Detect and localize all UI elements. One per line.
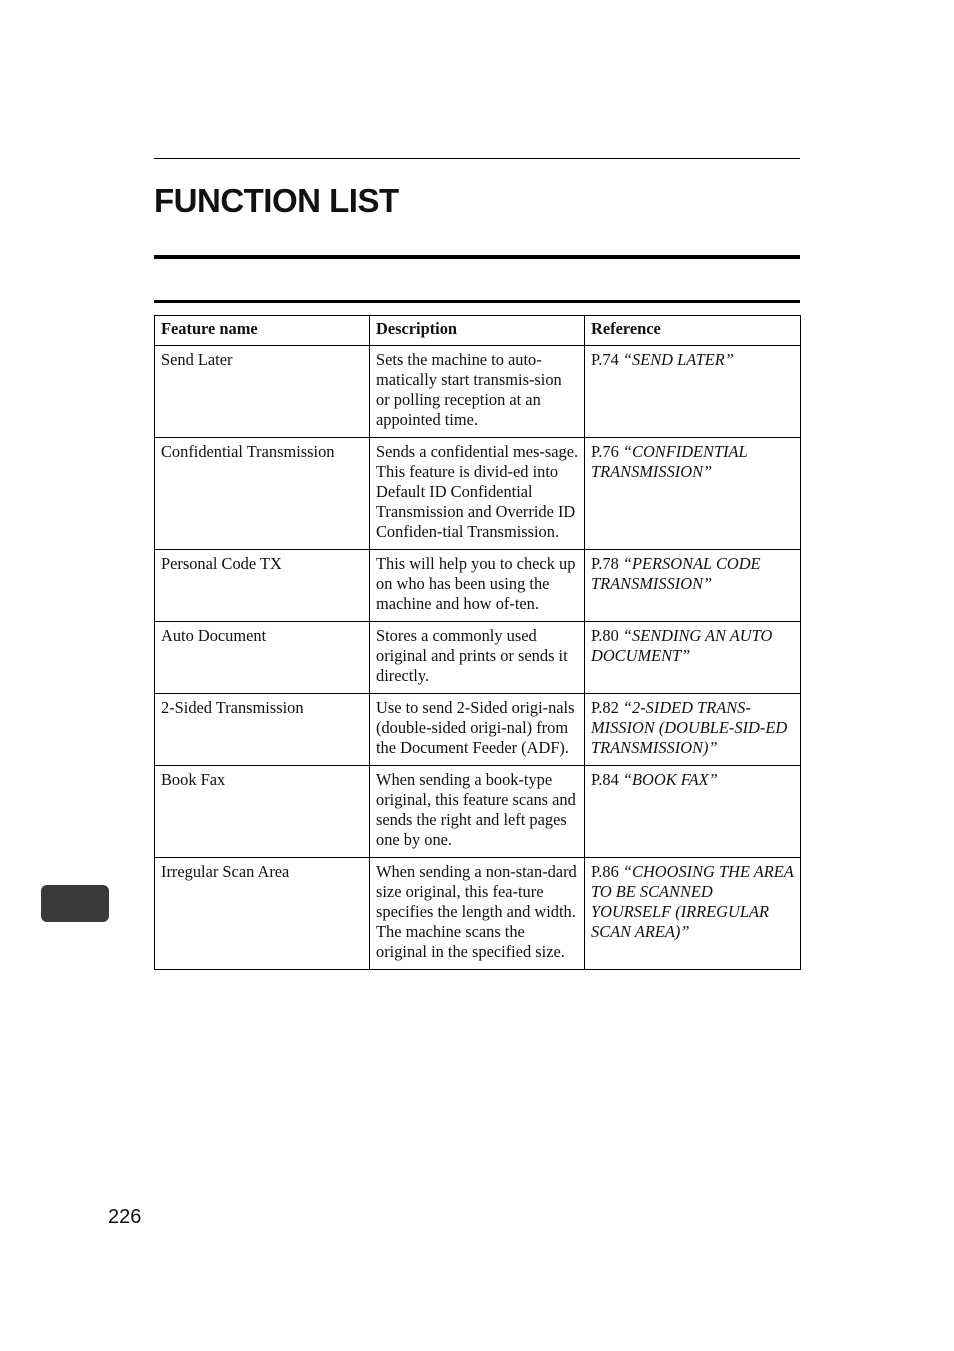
table-row (155, 858, 801, 970)
reference-title: “SEND LATER” (622, 350, 734, 369)
thick-rule-upper (154, 255, 800, 259)
reference-page[interactable]: P.84 (591, 770, 619, 789)
reference-cell (585, 550, 801, 622)
table-row (155, 346, 801, 438)
table-row (155, 550, 801, 622)
feature-name-cell: Auto Document (155, 622, 370, 694)
reference-cell (585, 622, 801, 694)
description-cell: Stores a commonly used original and prints or sends it directly. (370, 622, 585, 694)
reference-title: “BOOK FAX” (622, 770, 718, 789)
description-cell: Sets the machine to auto-matically start transmis-sion or polling reception at an appointed time. (370, 346, 585, 438)
reference-page[interactable]: P.78 (591, 554, 619, 573)
reference-page[interactable]: P.74 (591, 350, 619, 369)
top-rule (154, 158, 800, 159)
table-header-row (155, 316, 801, 346)
chapter-side-tab (41, 885, 109, 922)
reference-title: “CHOOSING THE AREA TO BE SCANNED YOURSELF (IRREGULAR SCAN AREA)” (591, 862, 794, 941)
reference-cell (585, 346, 801, 438)
reference-page[interactable]: P.86 (591, 862, 619, 881)
feature-name-cell: Personal Code TX (155, 550, 370, 622)
function-table (154, 315, 801, 970)
description-cell: When sending a non-stan-dard size original, this fea-ture specifies the length and width. The machine scans the original in the specified size. (370, 858, 585, 970)
feature-name-cell: Irregular Scan Area (155, 858, 370, 970)
feature-name-cell: 2-Sided Transmission (155, 694, 370, 766)
reference-title: “CONFIDENTIAL TRANSMISSION” (591, 442, 748, 481)
reference-page[interactable]: P.82 (591, 698, 619, 717)
reference-cell (585, 694, 801, 766)
feature-name-cell: Confidential Transmission (155, 438, 370, 550)
reference-title: “2-SIDED TRANS-MISSION (DOUBLE-SID-ED TRANSMISSION)” (591, 698, 788, 757)
feature-name-cell: Send Later (155, 346, 370, 438)
table-row (155, 438, 801, 550)
description-cell: Use to send 2-Sided origi-nals (double-sided origi-nal) from the Document Feeder (ADF). (370, 694, 585, 766)
page-number: 226 (108, 1206, 142, 1228)
feature-name-cell: Book Fax (155, 766, 370, 858)
description-cell: Sends a confidential mes-sage. This feature is divid-ed into Default ID Confidential Transmission and Override ID Confiden-tial Transmission. (370, 438, 585, 550)
reference-cell (585, 766, 801, 858)
description-cell: When sending a book-type original, this feature scans and sends the right and left pages one by one. (370, 766, 585, 858)
table-row (155, 694, 801, 766)
reference-cell (585, 858, 801, 970)
table-row (155, 766, 801, 858)
thick-rule-lower (154, 300, 800, 303)
header-feature-name: Feature name (155, 316, 370, 346)
header-reference: Reference (585, 316, 801, 346)
reference-page[interactable]: P.76 (591, 442, 619, 461)
description-cell: This will help you to check up on who has been using the machine and how of-ten. (370, 550, 585, 622)
reference-page[interactable]: P.80 (591, 626, 619, 645)
header-description: Description (370, 316, 585, 346)
reference-title: “PERSONAL CODE TRANSMISSION” (591, 554, 761, 593)
reference-cell (585, 438, 801, 550)
reference-title: “SENDING AN AUTO DOCUMENT” (591, 626, 773, 665)
page-title: FUNCTION LIST (154, 182, 399, 219)
table-row (155, 622, 801, 694)
